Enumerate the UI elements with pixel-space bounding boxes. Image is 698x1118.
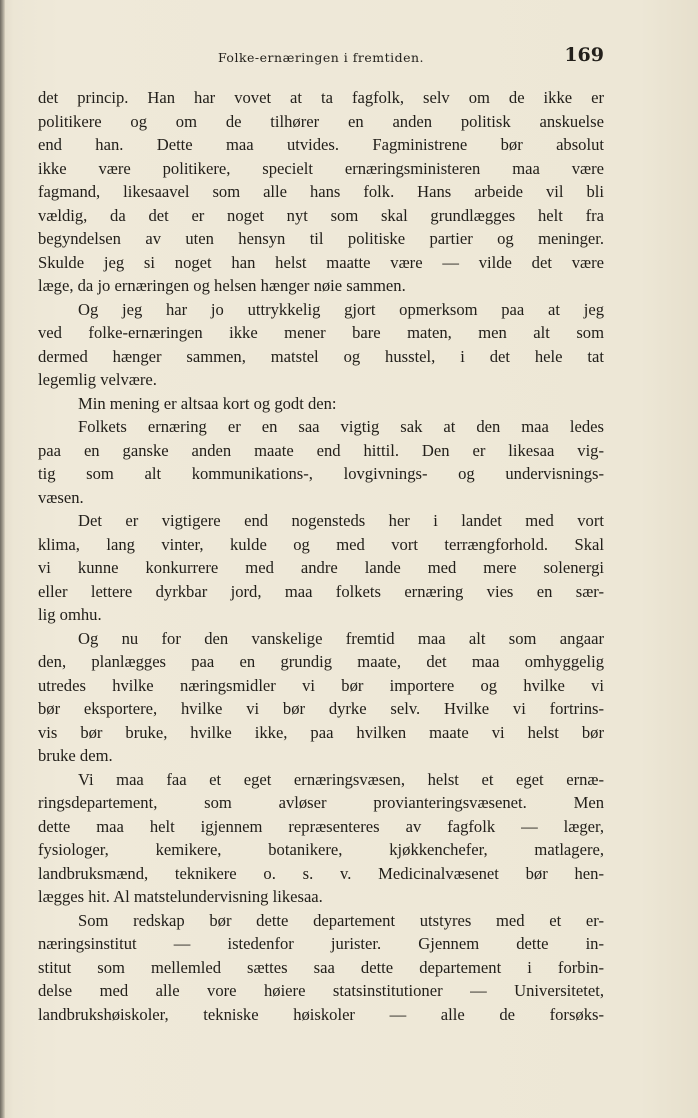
text-line: legemlig velvære.: [38, 370, 157, 389]
text-line: tig som alt kommunikations-, lovgivnings- og undervisnings-: [38, 464, 604, 483]
text-line: eller lettere dyrkbar jord, maa folkets ernæring vies en sær-: [38, 581, 604, 601]
text-line: utredes hvilke næringsmidler vi bør importere og hvilke vi: [38, 675, 604, 695]
text-line: ikke være politikere, specielt ernæringsministeren maa være: [38, 158, 604, 178]
text-line: klima, lang vinter, kulde og med vort terrængforhold. Skal: [38, 534, 604, 554]
text-line: landbrukshøiskoler, tekniske høiskoler — alle de forsøks-: [38, 1004, 604, 1024]
text-line: paa en ganske anden maate end hittil. Den er likesaa vig-: [38, 440, 604, 460]
page-number: 169: [564, 44, 604, 66]
text-line: bør eksportere, hvilke vi bør dyrke selv. Hvilke vi fortrins-: [38, 699, 604, 718]
text-line: stitut som mellemled sættes saa dette departement i forbin-: [38, 957, 604, 977]
text-line: Skulde jeg si noget han helst maatte være — vilde det være: [38, 252, 604, 272]
text-line: bruke dem.: [38, 746, 113, 765]
text-line: fagmand, likesaavel som alle hans folk. Hans arbeide vil bli: [38, 182, 604, 201]
page-spine-edge: [0, 0, 5, 1118]
text-line: Min mening er altsaa kort og godt den:: [78, 393, 337, 413]
text-line: Og jeg har jo uttrykkelig gjort opmerksom paa at jeg: [78, 299, 604, 319]
text-line: den, planlægges paa en grundig maate, det maa omhyggelig: [38, 652, 604, 671]
text-line: Og nu for den vanskelige fremtid maa alt som angaar: [78, 628, 604, 648]
text-line: end han. Dette maa utvides. Fagministrene bør absolut: [38, 135, 604, 154]
text-line: politikere og om de tilhører en anden politisk anskuelse: [38, 111, 604, 131]
text-line: vældig, da det er noget nyt som skal grundlægges helt fra: [38, 205, 604, 225]
text-line: dermed hænger sammen, matstel og husstel, i det hele tat: [38, 346, 604, 366]
text-line: Folkets ernæring er en saa vigtig sak at den maa ledes: [78, 417, 604, 436]
text-line: Vi maa faa et eget ernæringsvæsen, helst et eget ernæ-: [78, 769, 604, 789]
text-line: Det er vigtigere end nogensteds her i landet med vort: [78, 511, 604, 530]
text-line: det princip. Han har vovet at ta fagfolk, selv om de ikke er: [38, 88, 604, 107]
text-line: fysiologer, kemikere, botanikere, kjøkkenchefer, matlagere,: [38, 840, 604, 859]
text-line: næringsinstitut — istedenfor jurister. Gjennem dette in-: [38, 934, 604, 953]
text-line: læge, da jo ernæringen og helsen hænger nøie sammen.: [38, 276, 406, 295]
text-line: lægges hit. Al matstelundervisning likesaa.: [38, 887, 323, 906]
text-line: vis bør bruke, hvilke ikke, paa hvilken maate vi helst bør: [38, 722, 604, 742]
text-line: væsen.: [38, 487, 84, 507]
text-line: ringsdepartement, som avløser provianteringsvæsenet. Men: [38, 793, 604, 812]
text-line: lig omhu.: [38, 605, 102, 624]
body-text: [38, 86, 604, 1026]
text-line: landbruksmænd, teknikere o. s. v. Medicinalvæsenet bør hen-: [38, 863, 604, 883]
text-line: Som redskap bør dette departement utstyres med et er-: [78, 910, 604, 930]
text-line: vi kunne konkurrere med andre lande med mere solenergi: [38, 558, 604, 577]
running-title: Folke-ernæringen i fremtiden.: [217, 50, 425, 65]
page-header: [38, 44, 604, 72]
text-line: begyndelsen av uten hensyn til politiske partier og meninger.: [38, 229, 604, 248]
text-line: ved folke-ernæringen ikke mener bare maten, men alt som: [38, 323, 604, 342]
text-line: delse med alle vore høiere statsinstitutioner — Universitetet,: [38, 981, 604, 1000]
text-line: dette maa helt igjennem repræsenteres av fagfolk — læger,: [38, 816, 604, 836]
